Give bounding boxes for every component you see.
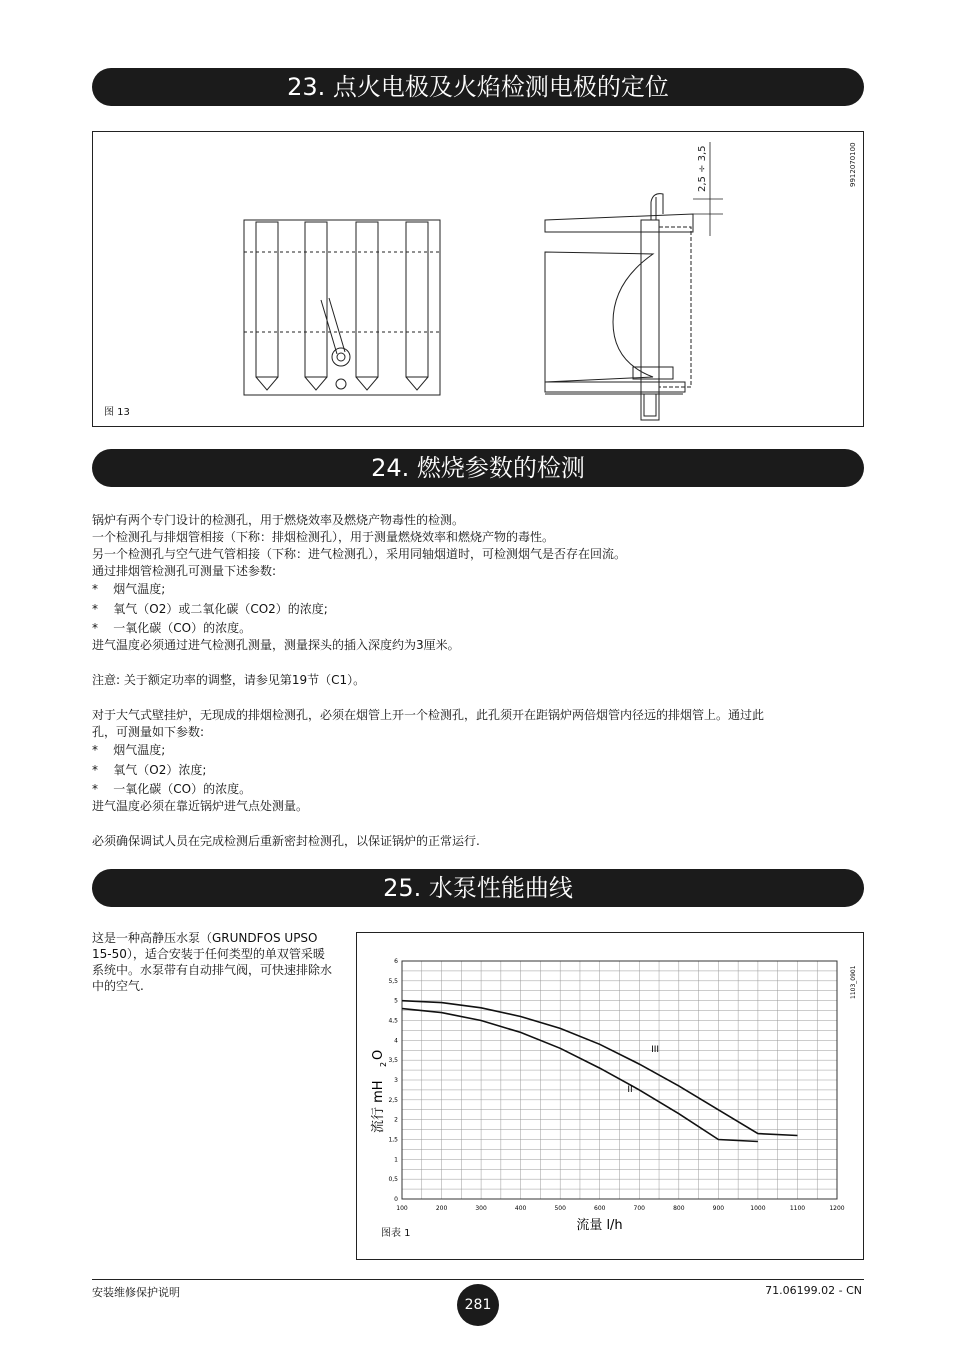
body-line: 通过排烟管检测孔可测量下述参数: (92, 564, 277, 578)
x-tick-label: 1000 (750, 1205, 766, 1212)
body-line: * 烟气温度; (92, 582, 166, 596)
x-tick-label: 900 (712, 1205, 725, 1212)
electrode-ring (332, 348, 350, 366)
body-line: 一个检测孔与排烟管相接（下称：排烟检测孔），用于测量燃烧效率和燃烧产物的毒性。 (92, 530, 555, 544)
burner-top (545, 214, 693, 232)
body-line: 孔，可测量如下参数: (92, 725, 205, 739)
body-line: * 烟气温度; (92, 743, 166, 757)
figure-13 (92, 131, 864, 427)
body-line: * 一氧化碳（CO）的浓度。 (92, 782, 252, 796)
body-line: 锅炉有两个专门设计的检测孔，用于燃烧效率及燃烧产物毒性的检测。 (92, 513, 465, 527)
body-line: * 一氧化碳（CO）的浓度。 (92, 621, 252, 635)
page-number: 281 (457, 1284, 499, 1326)
x-axis-label: 流量 l/h (576, 1218, 623, 1233)
section-24-title: 24. 燃烧参数的检测 (92, 449, 864, 487)
x-tick-label: 800 (673, 1205, 685, 1212)
y-axis-label: 流行 mH (371, 1080, 386, 1133)
figure-code: 9912070100 (849, 142, 857, 187)
series-label: II (627, 1084, 633, 1095)
y-tick-label: 5 (394, 997, 398, 1005)
y-tick-label: 5,5 (388, 977, 398, 985)
body-line: 进气温度必须在靠近锅炉进气点处测量。 (92, 799, 309, 813)
x-tick-label: 300 (475, 1205, 487, 1212)
body-line: 进气温度必须通过进气检测孔测量，测量探头的插入深度约为3厘米。 (92, 638, 460, 652)
y-axis-label-sub: 2 (379, 1061, 388, 1067)
body-line: 必须确保调试人员在完成检测后重新密封检测孔，以保证锅炉的正常运行. (92, 834, 480, 848)
footer-right: 71.06199.02 - CN (765, 1284, 862, 1297)
y-tick-label: 0,5 (388, 1176, 398, 1184)
section-25-title: 25. 水泵性能曲线 (92, 869, 864, 907)
x-tick-label: 1100 (789, 1205, 806, 1212)
x-tick-label: 200 (435, 1205, 448, 1212)
y-tick-label: 2 (394, 1116, 398, 1124)
figure-caption: 图 13 (104, 407, 130, 418)
x-tick-label: 1200 (829, 1205, 845, 1212)
burner-ramps (244, 222, 439, 390)
footer-rule (92, 1279, 864, 1280)
chart-code: 1103_0901 (850, 965, 857, 999)
y-tick-label: 3,5 (388, 1057, 398, 1065)
chart-caption: 图表 1 (381, 1228, 411, 1239)
x-tick-label: 100 (396, 1205, 408, 1212)
body-line: 注意: 关于额定功率的调整，请参见第19节（C1）。 (92, 673, 366, 687)
body-line: 另一个检测孔与空气进气管相接（下称：进气检测孔），采用同轴烟道时，可检测烟气是否存在回流。 (92, 547, 627, 561)
electrode-diagram (93, 132, 863, 426)
burner-outline (244, 220, 440, 395)
y-tick-label: 6 (394, 958, 398, 965)
y-tick-label: 0 (394, 1196, 398, 1203)
x-tick-label: 700 (633, 1205, 645, 1212)
section-23-title: 23. 点火电极及火焰检测电极的定位 (92, 68, 864, 106)
x-tick-label: 500 (554, 1205, 566, 1212)
pump-curve-chart (357, 933, 863, 1259)
flame-electrode (641, 220, 659, 420)
dimension-label: 2,5 ÷ 3,5 (697, 145, 708, 192)
x-tick-label: 400 (514, 1205, 527, 1212)
pump-description: 这是一种高静压水泵（GRUNDFOS UPSO 15-50），适合安装于任何类型的单双管采暖系统中。水泵带有自动排气阀，可快速排除水中的空气. (92, 931, 333, 993)
y-tick-label: 1 (394, 1156, 398, 1164)
y-tick-label: 2,5 (388, 1096, 398, 1104)
footer-left: 安装维修保护说明 (92, 1286, 180, 1299)
body-line: 对于大气式壁挂炉，无现成的排烟检测孔，必须在烟管上开一个检测孔，此孔须开在距锅炉两倍烟管内径远的排烟管上。通过此 (92, 708, 765, 722)
combustion-chamber (545, 252, 653, 382)
pump-chart-box (356, 932, 864, 1260)
y-tick-label: 3 (394, 1077, 398, 1084)
x-tick-label: 600 (594, 1205, 606, 1212)
y-axis-label-tail: O (371, 1049, 386, 1060)
body-line: * 氧气（O2）或二氧化碳（CO2）的浓度; (92, 602, 328, 616)
electrode-rod (321, 298, 345, 354)
body-line: * 氧气（O2）浓度; (92, 763, 207, 777)
y-tick-label: 4 (394, 1037, 398, 1045)
y-tick-label: 4,5 (388, 1017, 398, 1025)
y-tick-label: 1,5 (388, 1136, 398, 1144)
series-label: III (651, 1045, 660, 1056)
